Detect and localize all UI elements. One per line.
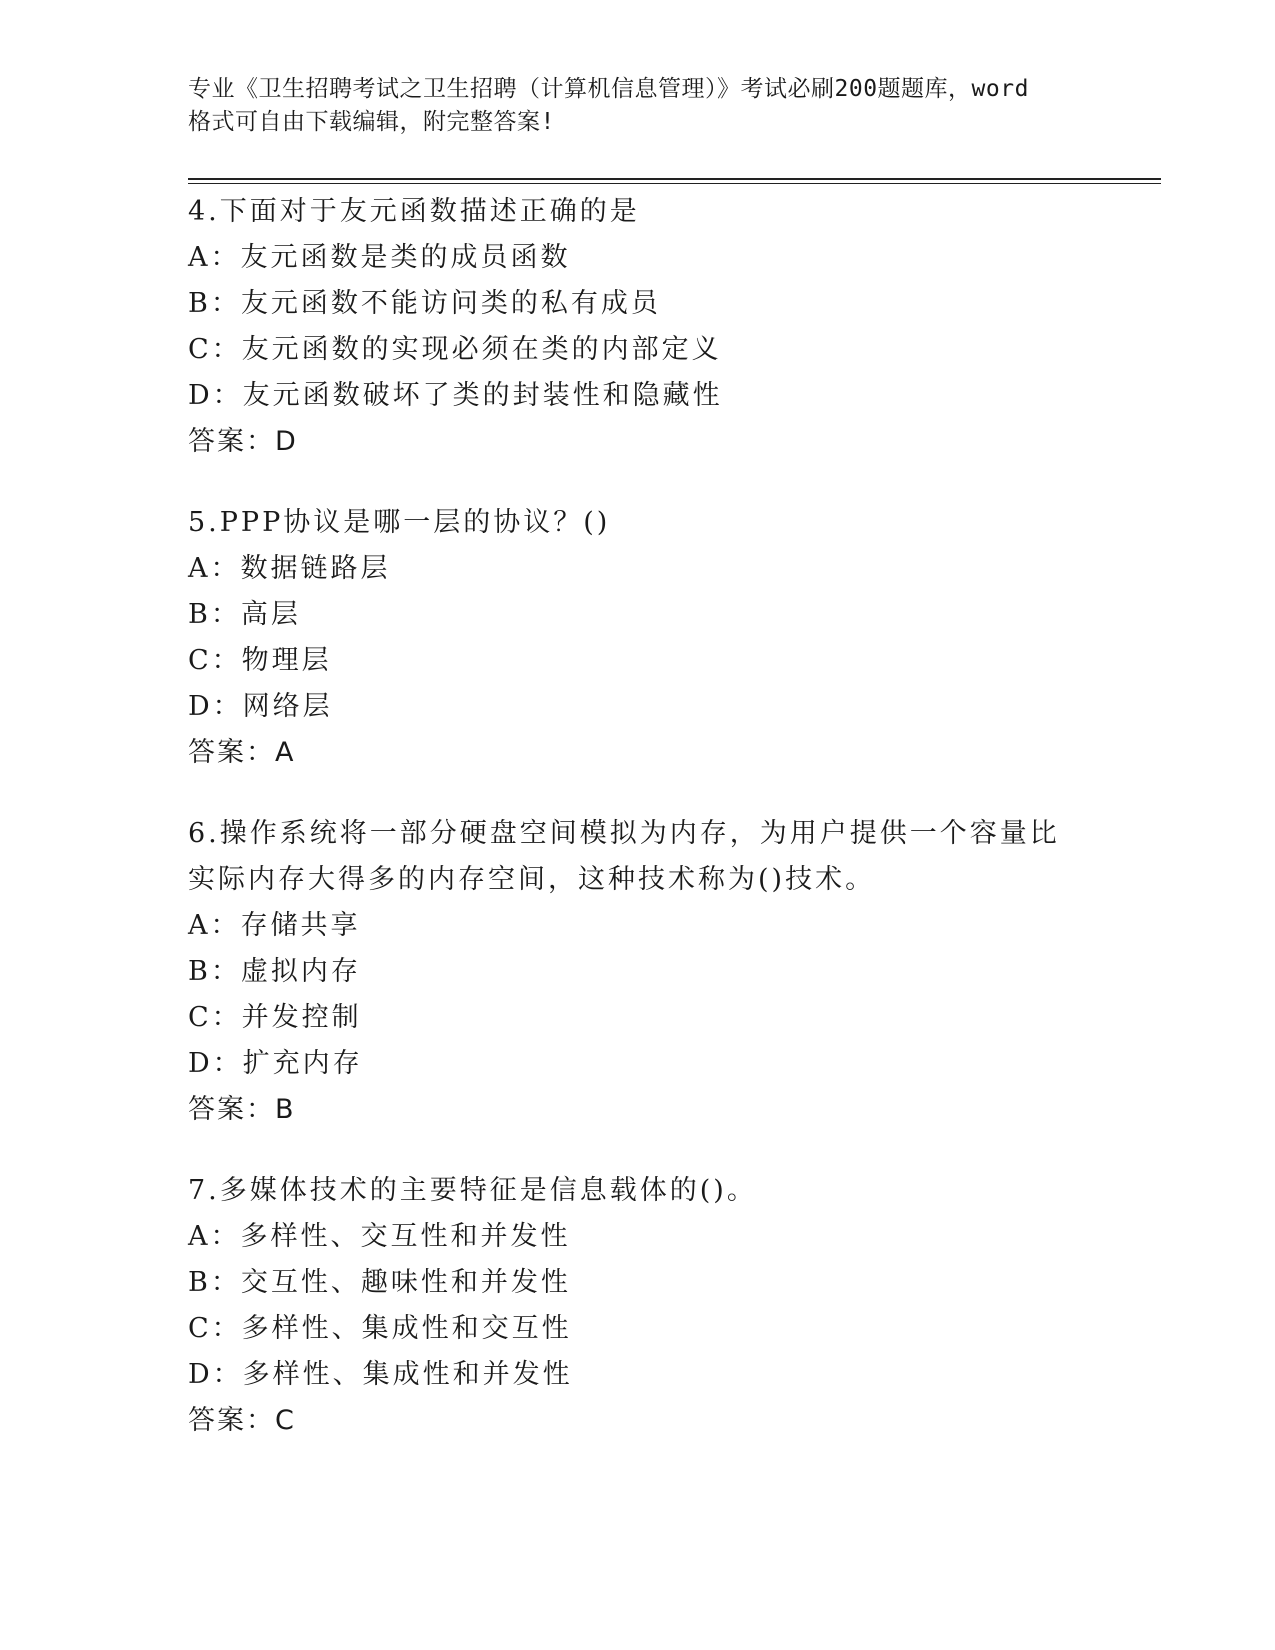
option-b: B：虚拟内存 <box>188 956 361 987</box>
option-d: D：扩充内存 <box>188 1048 363 1079</box>
question-7 <box>188 1168 1148 1444</box>
question-5 <box>188 500 1148 776</box>
document-header <box>188 73 1088 139</box>
option-d: D：友元函数破坏了类的封装性和隐藏性 <box>188 380 723 411</box>
option-c: C：并发控制 <box>188 1002 362 1033</box>
question-stem: 4.下面对于友元函数描述正确的是 <box>188 196 640 227</box>
question-stem: 5.PPP协议是哪一层的协议？() <box>188 507 611 538</box>
header-line-2: 格式可自由下载编辑，附完整答案! <box>188 109 555 135</box>
answer: 答案：A <box>188 737 296 768</box>
option-b: B：友元函数不能访问类的私有成员 <box>188 288 661 319</box>
question-list <box>188 189 1148 1479</box>
answer: 答案：C <box>188 1405 296 1436</box>
option-c: C：多样性、集成性和交互性 <box>188 1313 572 1344</box>
option-c: C：友元函数的实现必须在类的内部定义 <box>188 334 722 365</box>
header-divider-thin <box>188 183 1161 184</box>
option-a: A：友元函数是类的成员函数 <box>188 242 571 273</box>
option-a: A：多样性、交互性和并发性 <box>188 1221 571 1252</box>
option-d: D：网络层 <box>188 691 333 722</box>
answer: 答案：B <box>188 1094 296 1125</box>
question-6 <box>188 811 1148 1133</box>
question-stem: 7.多媒体技术的主要特征是信息载体的()。 <box>188 1175 757 1206</box>
option-d: D：多样性、集成性和并发性 <box>188 1359 573 1390</box>
question-4 <box>188 189 1148 465</box>
option-b: B：交互性、趣味性和并发性 <box>188 1267 571 1298</box>
option-c: C：物理层 <box>188 645 332 676</box>
header-divider-thick <box>188 178 1161 180</box>
option-b: B：高层 <box>188 599 301 630</box>
option-a: A：数据链路层 <box>188 553 391 584</box>
question-stem: 6.操作系统将一部分硬盘空间模拟为内存，为用户提供一个容量比实际内存大得多的内存空间，这种技术称为()技术。 <box>188 818 1060 895</box>
answer: 答案：D <box>188 426 298 457</box>
option-a: A：存储共享 <box>188 910 361 941</box>
header-line-1: 专业《卫生招聘考试之卫生招聘（计算机信息管理）》考试必刷200题题库，word <box>188 76 1029 102</box>
